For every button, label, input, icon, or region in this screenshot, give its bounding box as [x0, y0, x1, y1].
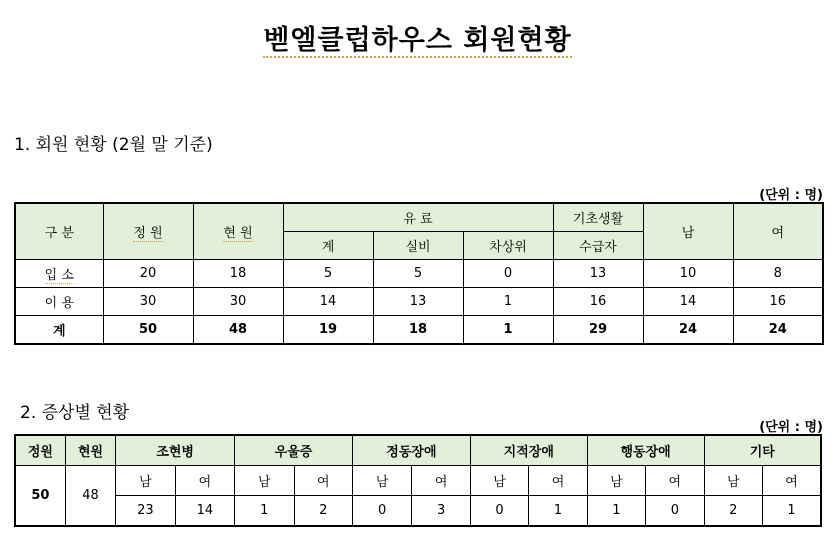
value-cell: 23	[116, 496, 175, 527]
value-cell: 3	[412, 496, 470, 527]
cell-current: 48	[65, 466, 115, 527]
header-capacity: 정 원	[103, 203, 193, 260]
row-label: 계	[15, 316, 103, 345]
section2-heading: 2. 증상별 현황	[20, 403, 130, 423]
cell-capacity: 50	[15, 466, 65, 527]
cell-female: 8	[733, 260, 823, 288]
header-row	[15, 435, 821, 466]
header-other: 기타	[704, 435, 821, 466]
gender-female: 여	[762, 466, 821, 496]
gender-female: 여	[412, 466, 470, 496]
cell-current: 30	[193, 288, 283, 316]
cell-basic: 13	[553, 260, 643, 288]
total-row	[15, 316, 823, 345]
cell-capacity: 20	[103, 260, 193, 288]
table-row	[15, 260, 823, 288]
value-cell: 2	[704, 496, 762, 527]
cell-current: 48	[193, 316, 283, 345]
cell-paid-actual: 5	[373, 260, 463, 288]
cell-paid-total: 14	[283, 288, 373, 316]
cell-basic: 29	[553, 316, 643, 345]
cell-capacity: 50	[103, 316, 193, 345]
gender-female: 여	[646, 466, 704, 496]
header-paid-total: 계	[283, 232, 373, 260]
value-cell: 14	[175, 496, 234, 527]
header-behavior-disorder: 행동장애	[587, 435, 704, 466]
value-cell: 2	[294, 496, 352, 527]
value-cell: 0	[352, 496, 411, 527]
header-paid-diff: 차상위	[463, 232, 553, 260]
row-label: 이 용	[15, 288, 103, 316]
section1-unit: (단위 : 명)	[759, 188, 823, 203]
cell-paid-actual: 18	[373, 316, 463, 345]
cell-paid-total: 19	[283, 316, 373, 345]
header-paid-actual: 실비	[373, 232, 463, 260]
gender-male: 남	[470, 466, 528, 496]
header-male: 남	[643, 203, 733, 260]
cell-male: 10	[643, 260, 733, 288]
cell-current: 18	[193, 260, 283, 288]
value-row	[15, 496, 821, 527]
table-row	[15, 288, 823, 316]
header-current: 현원	[65, 435, 115, 466]
header-current: 현 원	[193, 203, 283, 260]
header-basic-line1: 기초생활	[553, 203, 643, 232]
cell-paid-diff: 1	[463, 316, 553, 345]
gender-female: 여	[175, 466, 234, 496]
value-cell: 0	[470, 496, 528, 527]
value-cell: 0	[646, 496, 704, 527]
header-basic-line2: 수급자	[553, 232, 643, 260]
cell-paid-diff: 1	[463, 288, 553, 316]
section1-heading: 1. 회원 현황 (2월 말 기준)	[14, 135, 213, 155]
header-female: 여	[733, 203, 823, 260]
symptom-status-table	[14, 434, 822, 527]
value-cell: 1	[762, 496, 821, 527]
member-status-table	[14, 202, 824, 345]
cell-female: 16	[733, 288, 823, 316]
page-title: 벧엘클럽하우스 회원현황	[263, 25, 572, 56]
gender-male: 남	[704, 466, 762, 496]
cell-male: 14	[643, 288, 733, 316]
header-depression: 우울증	[235, 435, 353, 466]
header-paid: 유 료	[283, 203, 553, 232]
cell-capacity: 30	[103, 288, 193, 316]
header-mood-disorder: 정동장애	[352, 435, 470, 466]
cell-female: 24	[733, 316, 823, 345]
gender-row	[15, 466, 821, 496]
cell-paid-total: 5	[283, 260, 373, 288]
gender-male: 남	[587, 466, 645, 496]
gender-male: 남	[352, 466, 411, 496]
value-cell: 1	[529, 496, 587, 527]
header-capacity: 정원	[15, 435, 65, 466]
gender-female: 여	[294, 466, 352, 496]
cell-male: 24	[643, 316, 733, 345]
header-schizophrenia: 조현병	[116, 435, 235, 466]
cell-paid-actual: 13	[373, 288, 463, 316]
value-cell: 1	[235, 496, 294, 527]
header-intellectual-disability: 지적장애	[470, 435, 587, 466]
gender-male: 남	[235, 466, 294, 496]
gender-male: 남	[116, 466, 175, 496]
gender-female: 여	[529, 466, 587, 496]
cell-paid-diff: 0	[463, 260, 553, 288]
section2-unit: (단위 : 명)	[759, 420, 823, 435]
header-category: 구 분	[15, 203, 103, 260]
row-label: 입 소	[15, 260, 103, 288]
value-cell: 1	[587, 496, 645, 527]
cell-basic: 16	[553, 288, 643, 316]
